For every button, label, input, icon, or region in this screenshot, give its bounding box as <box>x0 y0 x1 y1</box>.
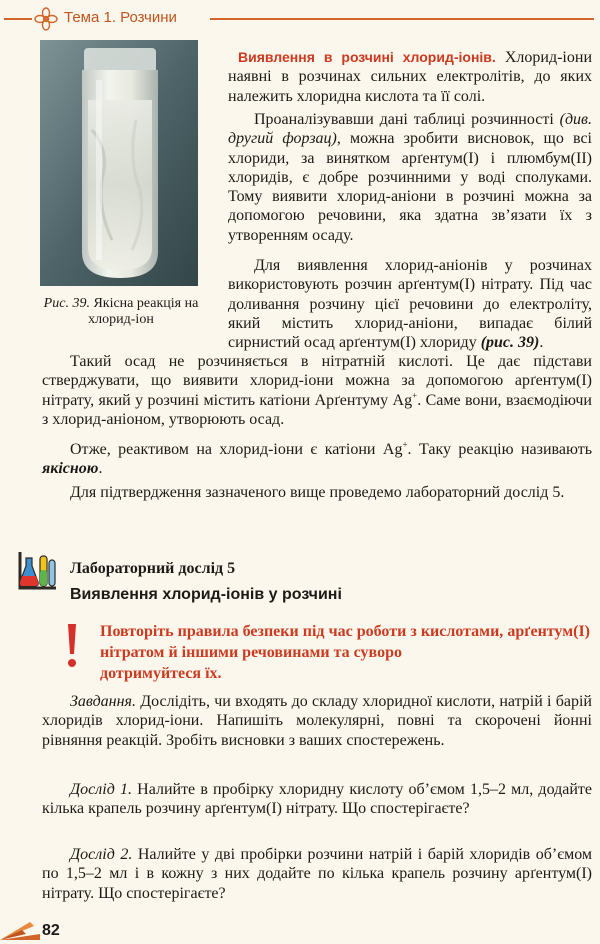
paragraph-6 <box>42 483 592 502</box>
lab-title: Лабораторний дослід 5 <box>70 560 236 577</box>
paragraph-4-text-b: . Саме вони, взаємодіючи з хлорид-аніоном, утворюють осад. <box>42 391 592 428</box>
paragraph-6-text: Для підтвердження зазначеного вище проведемо лабораторний дослід 5. <box>70 484 565 501</box>
paragraph-3-text-a: Для виявлення хлорид-аніонів у розчинах використовують розчин арґентум(I) нітрату. Під час доливання розчину цієї речовини до електроліту, який містить хлорид-аніони, випадає білий сирнистий осад арґентум(I) хлориду <box>228 257 592 352</box>
safety-warning-text: Повторіть правила безпеки під час роботи з кислотами, арґентум(I) нітратом й іншими речовинами та суворо <box>100 623 590 661</box>
lab-subtitle: Виявлення хлорид-іонів у розчині <box>70 586 342 603</box>
experiment-2-text: Налийте у дві пробірки розчини натрій і барій хлоридів об’ємом по 1,5–2 мл і в кожну з них додайте по кілька крапель розчину арґентум(I) нітрату. Що спостерігаєте? <box>42 846 593 902</box>
paragraph-5-text-c: . <box>98 460 103 478</box>
lab-flasks-icon <box>16 548 60 592</box>
paragraph-5 <box>42 440 592 479</box>
paragraph-5-text-b: . Таку реакцію називають <box>407 441 592 458</box>
warning-exclamation-icon <box>64 622 80 670</box>
paragraph-2 <box>228 110 592 245</box>
ag-charge-1: + <box>412 390 418 401</box>
task-text: Дослідіть, чи входять до складу хлоридної кислоти, натрій і барій хлоридів хлорид-іони. Напишіть молекулярні, повні та скорочені йонні рівняння реакцій. Зробіть висновки з ваших спостережень. <box>42 693 592 749</box>
figure-label: Рис. 39. <box>43 296 90 311</box>
paragraph-2-text-b: , можна зробити висновок, що всі хлориди, за винятком арґентум(I) і плюмбум(II) хлоридів, є добре розчинними у воді сполуками. Тому виявити хлорид-аніони в розчині можна за допомогою речовини, яка здатна зв’язати їх з утворенням осаду. <box>228 130 592 244</box>
paragraph-4 <box>42 352 592 429</box>
section-heading: Виявлення в розчині хлорид-іонів. <box>238 49 496 65</box>
page-header <box>0 4 600 32</box>
page-number: 82 <box>42 922 60 939</box>
experiment-2 <box>42 845 592 903</box>
task-paragraph <box>42 692 592 750</box>
page-corner-ornament <box>0 914 40 940</box>
forzats-reference: (див. другий форзац) <box>228 111 592 148</box>
experiment-1 <box>42 780 592 819</box>
paragraph-3-text-b: . <box>539 334 544 352</box>
task-label: Завдання. <box>70 693 136 710</box>
figure-caption-text: Якісна реакція на хлорид-іон <box>88 296 199 327</box>
header-rule-left <box>4 18 32 20</box>
term-qualitative: якісною <box>42 460 99 478</box>
header-rule-right <box>210 18 594 20</box>
experiment-1-label: Дослід 1. <box>70 781 132 798</box>
paragraph-3 <box>228 256 592 352</box>
test-tube-photo <box>40 40 198 286</box>
paragraph-1 <box>228 48 592 106</box>
experiment-2-label: Дослід 2. <box>70 846 133 863</box>
paragraph-2-text-a: Проаналізувавши дані таблиці розчинності <box>254 111 560 128</box>
safety-warning-last-line: дотримуйтеся їх. <box>100 665 222 682</box>
figure-reference: (рис. 39) <box>480 334 540 352</box>
paragraph-5-text-a: Отже, реактивом на хлорид-іони є катіони Ag <box>70 441 403 458</box>
figure-caption <box>36 296 206 328</box>
paragraph-4-text-a: Такий осад не розчиняється в нітратній кислоті. Це дає підстави стверджувати, що виявити хлорид-іони можна за допомогою арґентум(I) нітрату, який у розчині містить катіони Арґентуму Ag <box>42 353 592 409</box>
ag-charge-2: + <box>402 439 408 450</box>
flower-ornament-icon <box>33 6 59 32</box>
experiment-1-text: Налийте в пробірку хлоридну кислоту об’ємом 1,5–2 мл, додайте кілька крапель розчину арґентум(I) нітрату. Що спостерігаєте? <box>42 781 593 818</box>
safety-warning <box>100 621 590 684</box>
header-title: Тема 1. Розчини <box>64 9 177 26</box>
paragraph-1-text: Хлорид-іони наявні в розчинах сильних електролітів, до яких належить хлоридна кислота та її солі. <box>228 49 592 105</box>
